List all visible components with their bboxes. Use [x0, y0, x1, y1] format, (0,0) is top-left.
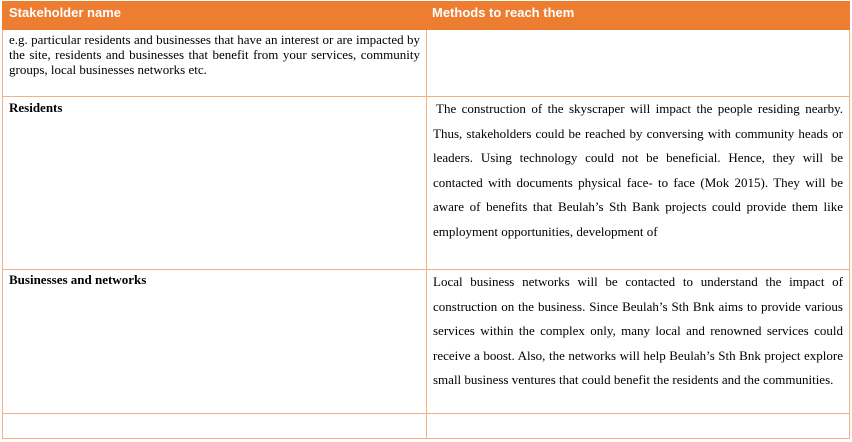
residents-name-cell: [3, 97, 427, 270]
table-row: [3, 30, 850, 97]
stakeholder-table: [2, 1, 850, 439]
business-label: Businesses and networks: [9, 272, 147, 287]
table-row: [3, 270, 850, 414]
business-name-cell: [3, 270, 427, 414]
residents-methods-cell: The construction of the skyscraper will impact the people residing nearby. Thus, stakeholders could be reached by conversing with community heads or leaders. Using technology could not be beneficial. Hence, they will be contacted with documents physical face- to face (Mok 2015). They will be aware of benefits that Beulah’s Sth Bank projects could provide them like employment opportunities, development of: [427, 97, 850, 270]
header-methods: Methods to reach them: [427, 2, 850, 30]
example-methods-cell: [427, 30, 850, 97]
example-name-cell: e.g. particular residents and businesses that have an interest or are impacted by the site, residents and businesses that benefit from your services, community groups, local businesses networks etc.: [3, 30, 427, 97]
residents-label: Residents: [9, 100, 63, 115]
empty-methods-cell: [427, 414, 850, 439]
table-row: [3, 414, 850, 439]
table-row: [3, 97, 850, 270]
header-stakeholder-name: Stakeholder name: [3, 2, 427, 30]
empty-name-cell: [3, 414, 427, 439]
header-row: [3, 2, 850, 30]
business-methods-cell: Local business networks will be contacted to understand the impact of construction on the business. Since Beulah’s Sth Bnk aims to provide various services within the complex only, many local and renowned services could receive a boost. Also, the networks will help Beulah’s Sth Bnk project explore small business ventures that could benefit the residents and the communities.: [427, 270, 850, 414]
